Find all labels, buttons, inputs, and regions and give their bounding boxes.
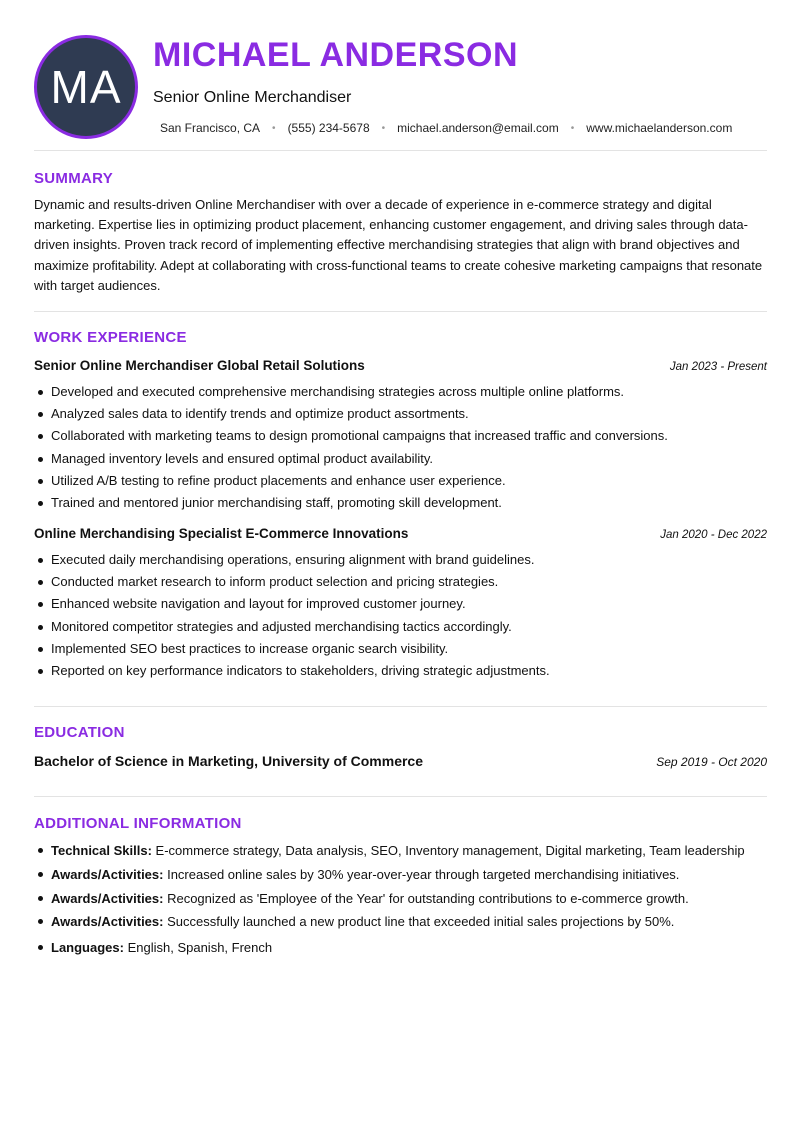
info-value: Successfully launched a new product line that exceeded initial sales projections by 50%. bbox=[163, 914, 675, 930]
summary-text: Dynamic and results-driven Online Merchandiser with over a decade of experience in e-commerce strategy and digital marketing. Expertise lies in optimizing product placement, enhancing customer engagement, and driving sales through data-driven insights. Proven track record of implementing effective merchandising strategies that align with brand objectives and maximize profitability. Adept at collaborating with cross-functional teams to create cohesive marketing campaigns that resonate with target audiences. bbox=[34, 197, 763, 293]
divider bbox=[34, 150, 767, 151]
avatar-initials: MA bbox=[50, 61, 122, 113]
job-bullets bbox=[34, 549, 774, 682]
contact-location: San Francisco, CA bbox=[160, 121, 261, 135]
job-title: Online Merchandising Specialist E-Commerce Innovations bbox=[34, 526, 409, 541]
list-item: Reported on key performance indicators to stakeholders, driving strategic adjustments. bbox=[34, 660, 774, 682]
contact-phone: (555) 234-5678 bbox=[287, 121, 370, 135]
list-item: Conducted market research to inform product selection and pricing strategies. bbox=[34, 571, 774, 593]
job-title: Senior Online Merchandiser Global Retail Solutions bbox=[34, 358, 365, 373]
divider bbox=[34, 796, 767, 797]
contact-website: www.michaelanderson.com bbox=[586, 121, 733, 135]
info-label: Technical Skills: bbox=[51, 843, 152, 858]
education-entry bbox=[34, 753, 767, 769]
candidate-title: Senior Online Merchandiser bbox=[153, 89, 352, 106]
additional-info-heading: ADDITIONAL INFORMATION bbox=[34, 815, 242, 832]
degree: Bachelor of Science in Marketing, University of Commerce bbox=[34, 753, 424, 769]
info-label: Awards/Activities: bbox=[51, 890, 164, 906]
summary-heading: SUMMARY bbox=[34, 170, 114, 187]
job-bullets bbox=[34, 381, 774, 514]
contact-email: michael.anderson@email.com bbox=[397, 121, 559, 135]
separator-dot: • bbox=[381, 122, 386, 134]
list-item: Collaborated with marketing teams to design promotional campaigns that increased traffic and conversions. bbox=[34, 425, 774, 447]
job-dates: Jan 2020 - Dec 2022 bbox=[660, 529, 767, 541]
separator-dot: • bbox=[272, 122, 276, 134]
list-item: Monitored competitor strategies and adjusted merchandising tactics accordingly. bbox=[34, 616, 774, 638]
job-header bbox=[34, 526, 767, 541]
list-item: Executed daily merchandising operations, ensuring alignment with brand guidelines. bbox=[34, 549, 774, 571]
job-header bbox=[34, 358, 767, 373]
separator-dot: • bbox=[570, 122, 575, 134]
list-item bbox=[34, 887, 774, 911]
divider bbox=[34, 706, 767, 707]
contact-line bbox=[160, 121, 732, 135]
list-item bbox=[34, 863, 774, 887]
work-experience-heading: WORK EXPERIENCE bbox=[34, 329, 187, 346]
list-item bbox=[34, 839, 774, 863]
info-label: Awards/Activities: bbox=[51, 866, 164, 882]
avatar bbox=[34, 35, 138, 139]
info-value: Recognized as 'Employee of the Year' for outstanding contributions to e-commerce growth. bbox=[163, 890, 689, 906]
candidate-name: MICHAEL ANDERSON bbox=[153, 36, 519, 74]
list-item: Trained and mentored junior merchandising staff, promoting skill development. bbox=[34, 492, 774, 514]
list-item: Utilized A/B testing to refine product placements and enhance user experience. bbox=[34, 470, 774, 492]
info-value: English, Spanish, French bbox=[123, 940, 273, 956]
list-item bbox=[34, 910, 774, 934]
list-item: Implemented SEO best practices to increase organic search visibility. bbox=[34, 638, 774, 660]
education-dates: Sep 2019 - Oct 2020 bbox=[656, 755, 767, 769]
info-label: Awards/Activities: bbox=[51, 914, 164, 930]
list-item: Managed inventory levels and ensured optimal product availability. bbox=[34, 448, 774, 470]
list-item: Enhanced website navigation and layout for improved customer journey. bbox=[34, 593, 774, 615]
list-item bbox=[34, 936, 774, 960]
job-dates: Jan 2023 - Present bbox=[669, 361, 767, 373]
list-item: Analyzed sales data to identify trends and optimize product assortments. bbox=[34, 403, 774, 425]
info-value: E-commerce strategy, Data analysis, SEO, Inventory management, Digital marketing, Team leadership bbox=[151, 843, 745, 858]
divider bbox=[34, 311, 767, 312]
info-label: Languages: bbox=[51, 940, 124, 956]
info-value: Increased online sales by 30% year-over-year through targeted merchandising initiatives. bbox=[163, 866, 680, 882]
education-heading: EDUCATION bbox=[34, 724, 125, 741]
additional-info-list bbox=[34, 839, 774, 960]
list-item: Developed and executed comprehensive merchandising strategies across multiple online platforms. bbox=[34, 381, 774, 403]
